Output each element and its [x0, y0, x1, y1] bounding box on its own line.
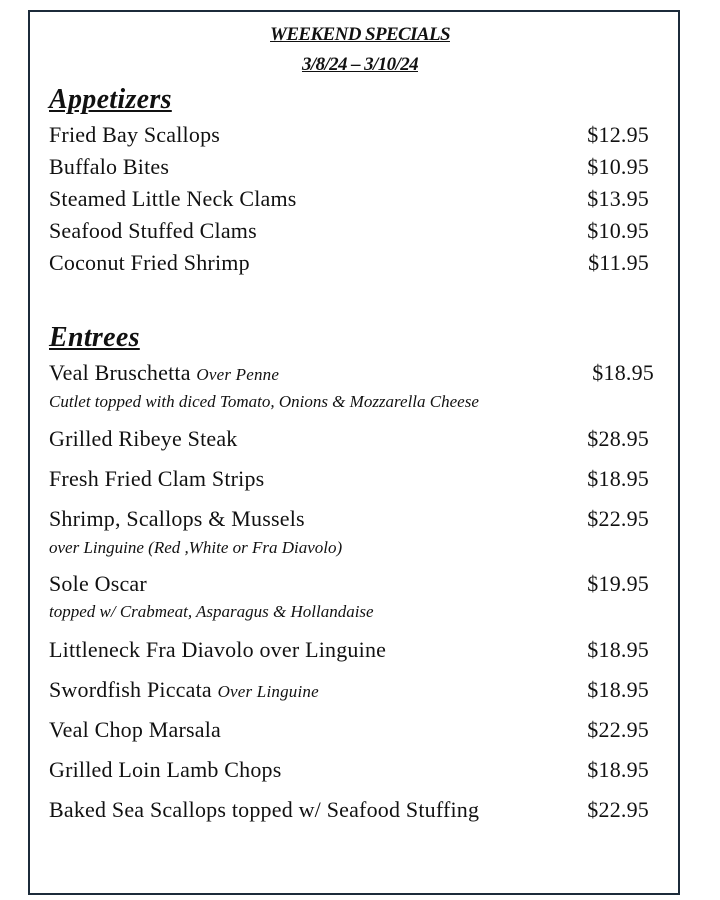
entree-price: $18.95: [587, 466, 649, 491]
entree-price: $18.95: [587, 637, 649, 662]
entree-name: Grilled Ribeye Steak: [49, 426, 238, 451]
appetizer-price: $10.95: [587, 154, 649, 179]
entree-price: $18.95: [587, 757, 649, 782]
entree-name-text: Veal Bruschetta: [49, 360, 191, 385]
entree-note: Over Linguine: [217, 682, 319, 701]
appetizer-name: Seafood Stuffed Clams: [49, 218, 257, 243]
entree-description: topped w/ Crabmeat, Asparagus & Hollandaise: [49, 602, 374, 621]
entrees-heading: Entrees: [49, 322, 140, 353]
appetizer-name: Steamed Little Neck Clams: [49, 186, 297, 211]
menu-dates: 3/8/24 – 3/10/24: [301, 54, 418, 75]
entree-name: Shrimp, Scallops & Mussels: [49, 506, 305, 531]
entree-price: $22.95: [587, 717, 649, 742]
entree-name: [49, 677, 319, 703]
entree-description: over Linguine (Red ,White or Fra Diavolo): [49, 538, 343, 557]
entree-name: Sole Oscar: [49, 571, 147, 596]
appetizer-price: $12.95: [587, 122, 649, 147]
appetizer-price: $13.95: [587, 186, 649, 211]
appetizer-price: $11.95: [588, 250, 649, 275]
entree-price: $22.95: [587, 506, 649, 531]
entree-price: $22.95: [587, 797, 649, 822]
entree-price: $18.95: [587, 677, 649, 702]
appetizer-name: Buffalo Bites: [49, 154, 170, 179]
menu-title: WEEKEND SPECIALS: [270, 24, 450, 45]
entree-price: $18.95: [592, 360, 654, 385]
entree-name: [49, 360, 279, 386]
entree-note: Over Penne: [196, 365, 280, 384]
appetizer-price: $10.95: [587, 218, 649, 243]
entree-description: Cutlet topped with diced Tomato, Onions & Mozzarella Cheese: [49, 392, 479, 411]
entree-name: Veal Chop Marsala: [49, 717, 222, 742]
entree-price: $28.95: [587, 426, 649, 451]
entree-name-text: Swordfish Piccata: [49, 677, 212, 702]
entree-name: Fresh Fried Clam Strips: [49, 466, 265, 491]
appetizer-name: Fried Bay Scallops: [49, 122, 221, 147]
entree-price: $19.95: [587, 571, 649, 596]
entree-name: Grilled Loin Lamb Chops: [49, 757, 282, 782]
appetizer-name: Coconut Fried Shrimp: [49, 250, 250, 275]
entree-name: Littleneck Fra Diavolo over Linguine: [49, 637, 387, 662]
appetizers-heading: Appetizers: [49, 84, 172, 115]
entree-name: Baked Sea Scallops topped w/ Seafood Stuffing: [49, 797, 480, 822]
